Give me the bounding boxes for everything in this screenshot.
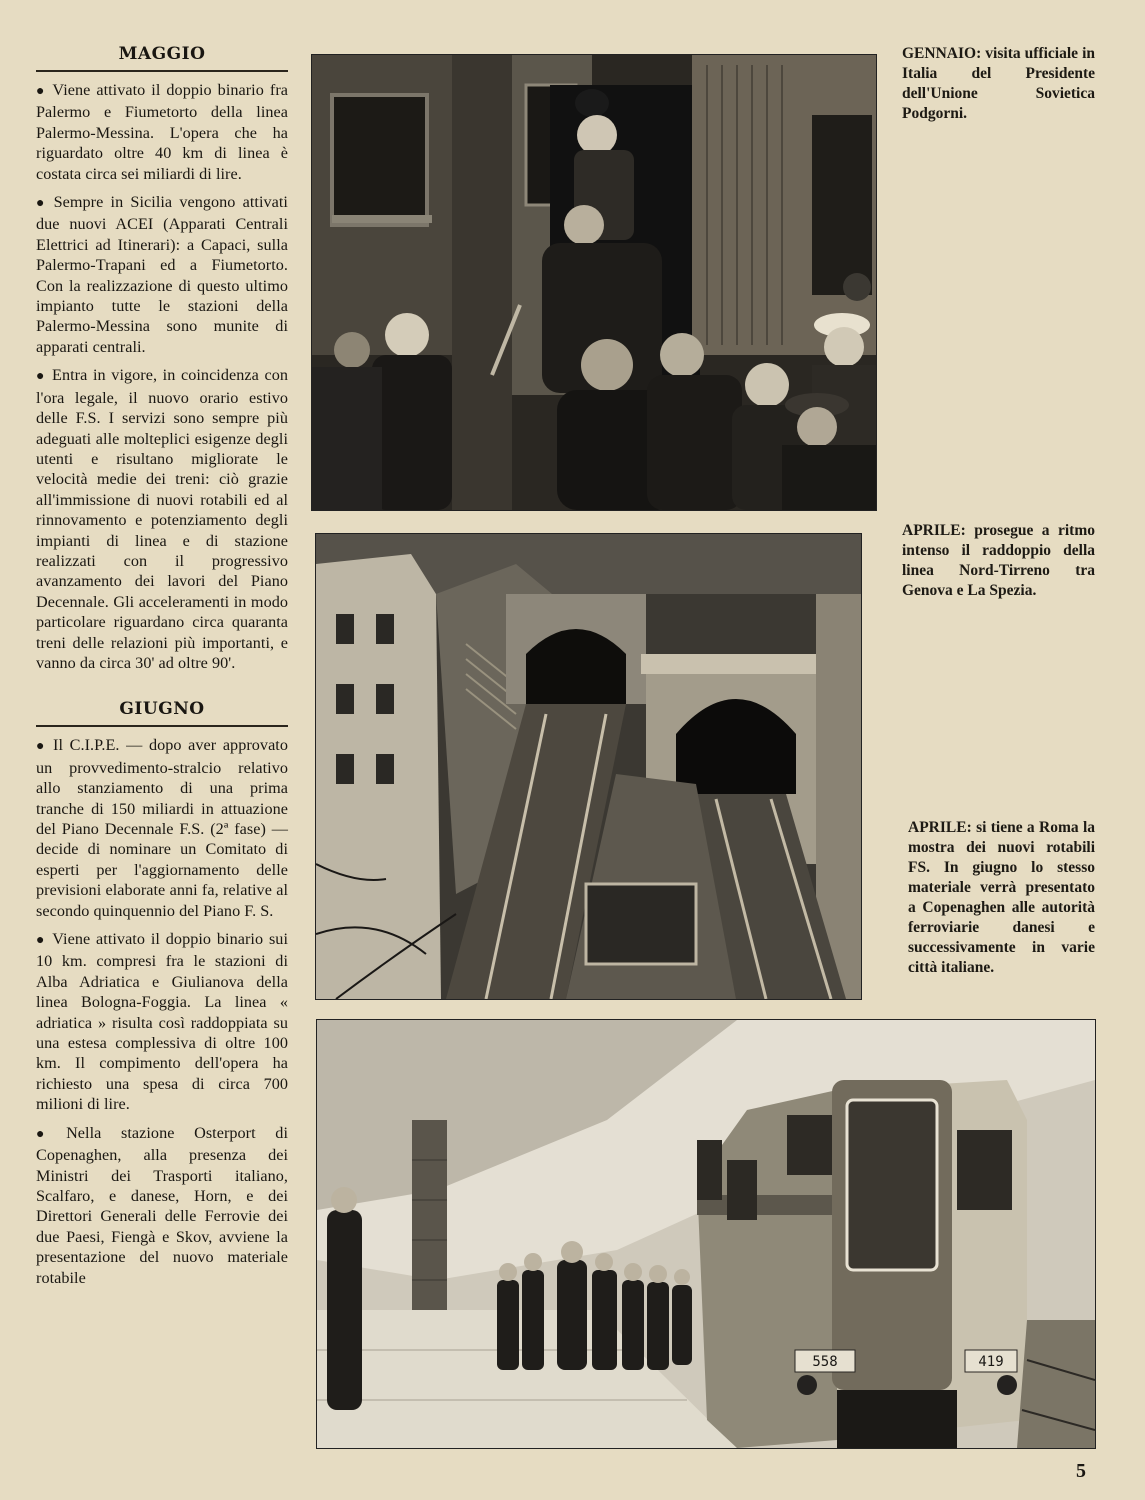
photo-tunnel-works bbox=[315, 533, 862, 1000]
caption-gennaio: GENNAIO: visita ufficiale in Italia del Presidente dell'Unione Sovietica Podgorni. bbox=[902, 45, 1096, 122]
caption-aprile-raddoppio: APRILE: prosegue a ritmo intenso il raddoppio della linea Nord-Tirreno tra Genova e La Spezia. bbox=[902, 522, 1095, 599]
maggio-item-2: ● Sempre in Sicilia vengono attivati due nuovi ACEI (Apparati Centrali Elettrici ad Itinerari): a Capaci, sulla Palermo-Trapani ed a Fiumetorto. Con la realizzazione di questo ultimo impianto tutte le stazioni della Palermo-Messina sono munite di apparati centrali. bbox=[36, 193, 288, 356]
bullet-icon: ● bbox=[36, 739, 48, 755]
train-number-left: 558 bbox=[812, 1354, 838, 1370]
bullet-icon: ● bbox=[36, 196, 48, 212]
bullet-icon: ● bbox=[36, 369, 47, 385]
caption-aprile-mostra: APRILE: si tiene a Roma la mostra dei nuovi rotabili FS. In giugno lo stesso materiale verrà presentato a Copenaghen alle autorità ferroviarie danesi e successivamente in varie città italiane. bbox=[908, 819, 1096, 976]
giugno-item-3: ● Nella stazione Osterport di Copenaghen, alla presenza dei Ministri dei Trasporti italiano, Scalfaro, e danese, Horn, e dei Direttori Generali delle Ferrovie dei due Paesi, Fiengà e Skov, avviene la presentazione del nuovo materiale rotabile bbox=[36, 1123, 289, 1287]
left-text-column bbox=[36, 44, 288, 1296]
maggio-item-3: ● Entra in vigore, in coincidenza con l'ora legale, il nuovo orario estivo delle F.S. I servizi sono sempre più adeguati alle molteplici esigenze degli utenti e risultano migliorate le velocità medie dei treni: ciò grazie all'immissione di nuovi rotabili ed al rinnovamento e potenziamento degli impianti di linea e di stazione realizzati con il progressivo avanzamento dei lavori del Piano Decennale. Gli acceleramenti in modo particolare riguardano circa quaranta treni delle relazioni più importanti, e vanno da circa 30' ad oltre 90'. bbox=[36, 366, 288, 672]
maggio-item-1: ● Viene attivato il doppio binario fra Palermo e Fiumetorto della linea Palermo-Messina. L'opera che ha riguardato oltre 40 km di linea è costata circa sei miliardi di lire. bbox=[36, 81, 288, 183]
bullet-icon: ● bbox=[36, 933, 47, 949]
train-number-right: 419 bbox=[978, 1354, 1004, 1370]
section-heading-giugno: GIUGNO bbox=[36, 699, 288, 727]
bullet-icon: ● bbox=[36, 1126, 61, 1142]
bullet-icon: ● bbox=[36, 84, 47, 99]
page-number: 5 bbox=[1076, 1460, 1086, 1482]
giugno-item-1: ● Il C.I.P.E. — dopo aver approvato un provvedimento-stralcio relativo allo stanziamento di una prima tranche di 150 miliardi in attuazione del Piano Decennale F.S. (2ª fase) — decide di nominare un Comitato di esperti per l'aggiornamento delle previsioni elaborate anni fa, relative al secondo quinquennio del Piano F. S. bbox=[36, 736, 288, 920]
photo-official-visit bbox=[311, 54, 877, 511]
giugno-item-2: ● Viene attivato il doppio binario sui 10 km. compresi fra le stazioni di Alba Adriatica e Giulianova della linea Bologna-Foggia. La linea « adriatica » risulta così raddoppiata su una estesa complessiva di oltre 100 km. Il compimento dell'opera ha richiesto una spesa di circa 700 milioni di lire. bbox=[36, 930, 288, 1114]
photo-new-rolling-stock bbox=[316, 1019, 1096, 1449]
section-heading-maggio: MAGGIO bbox=[36, 44, 288, 72]
